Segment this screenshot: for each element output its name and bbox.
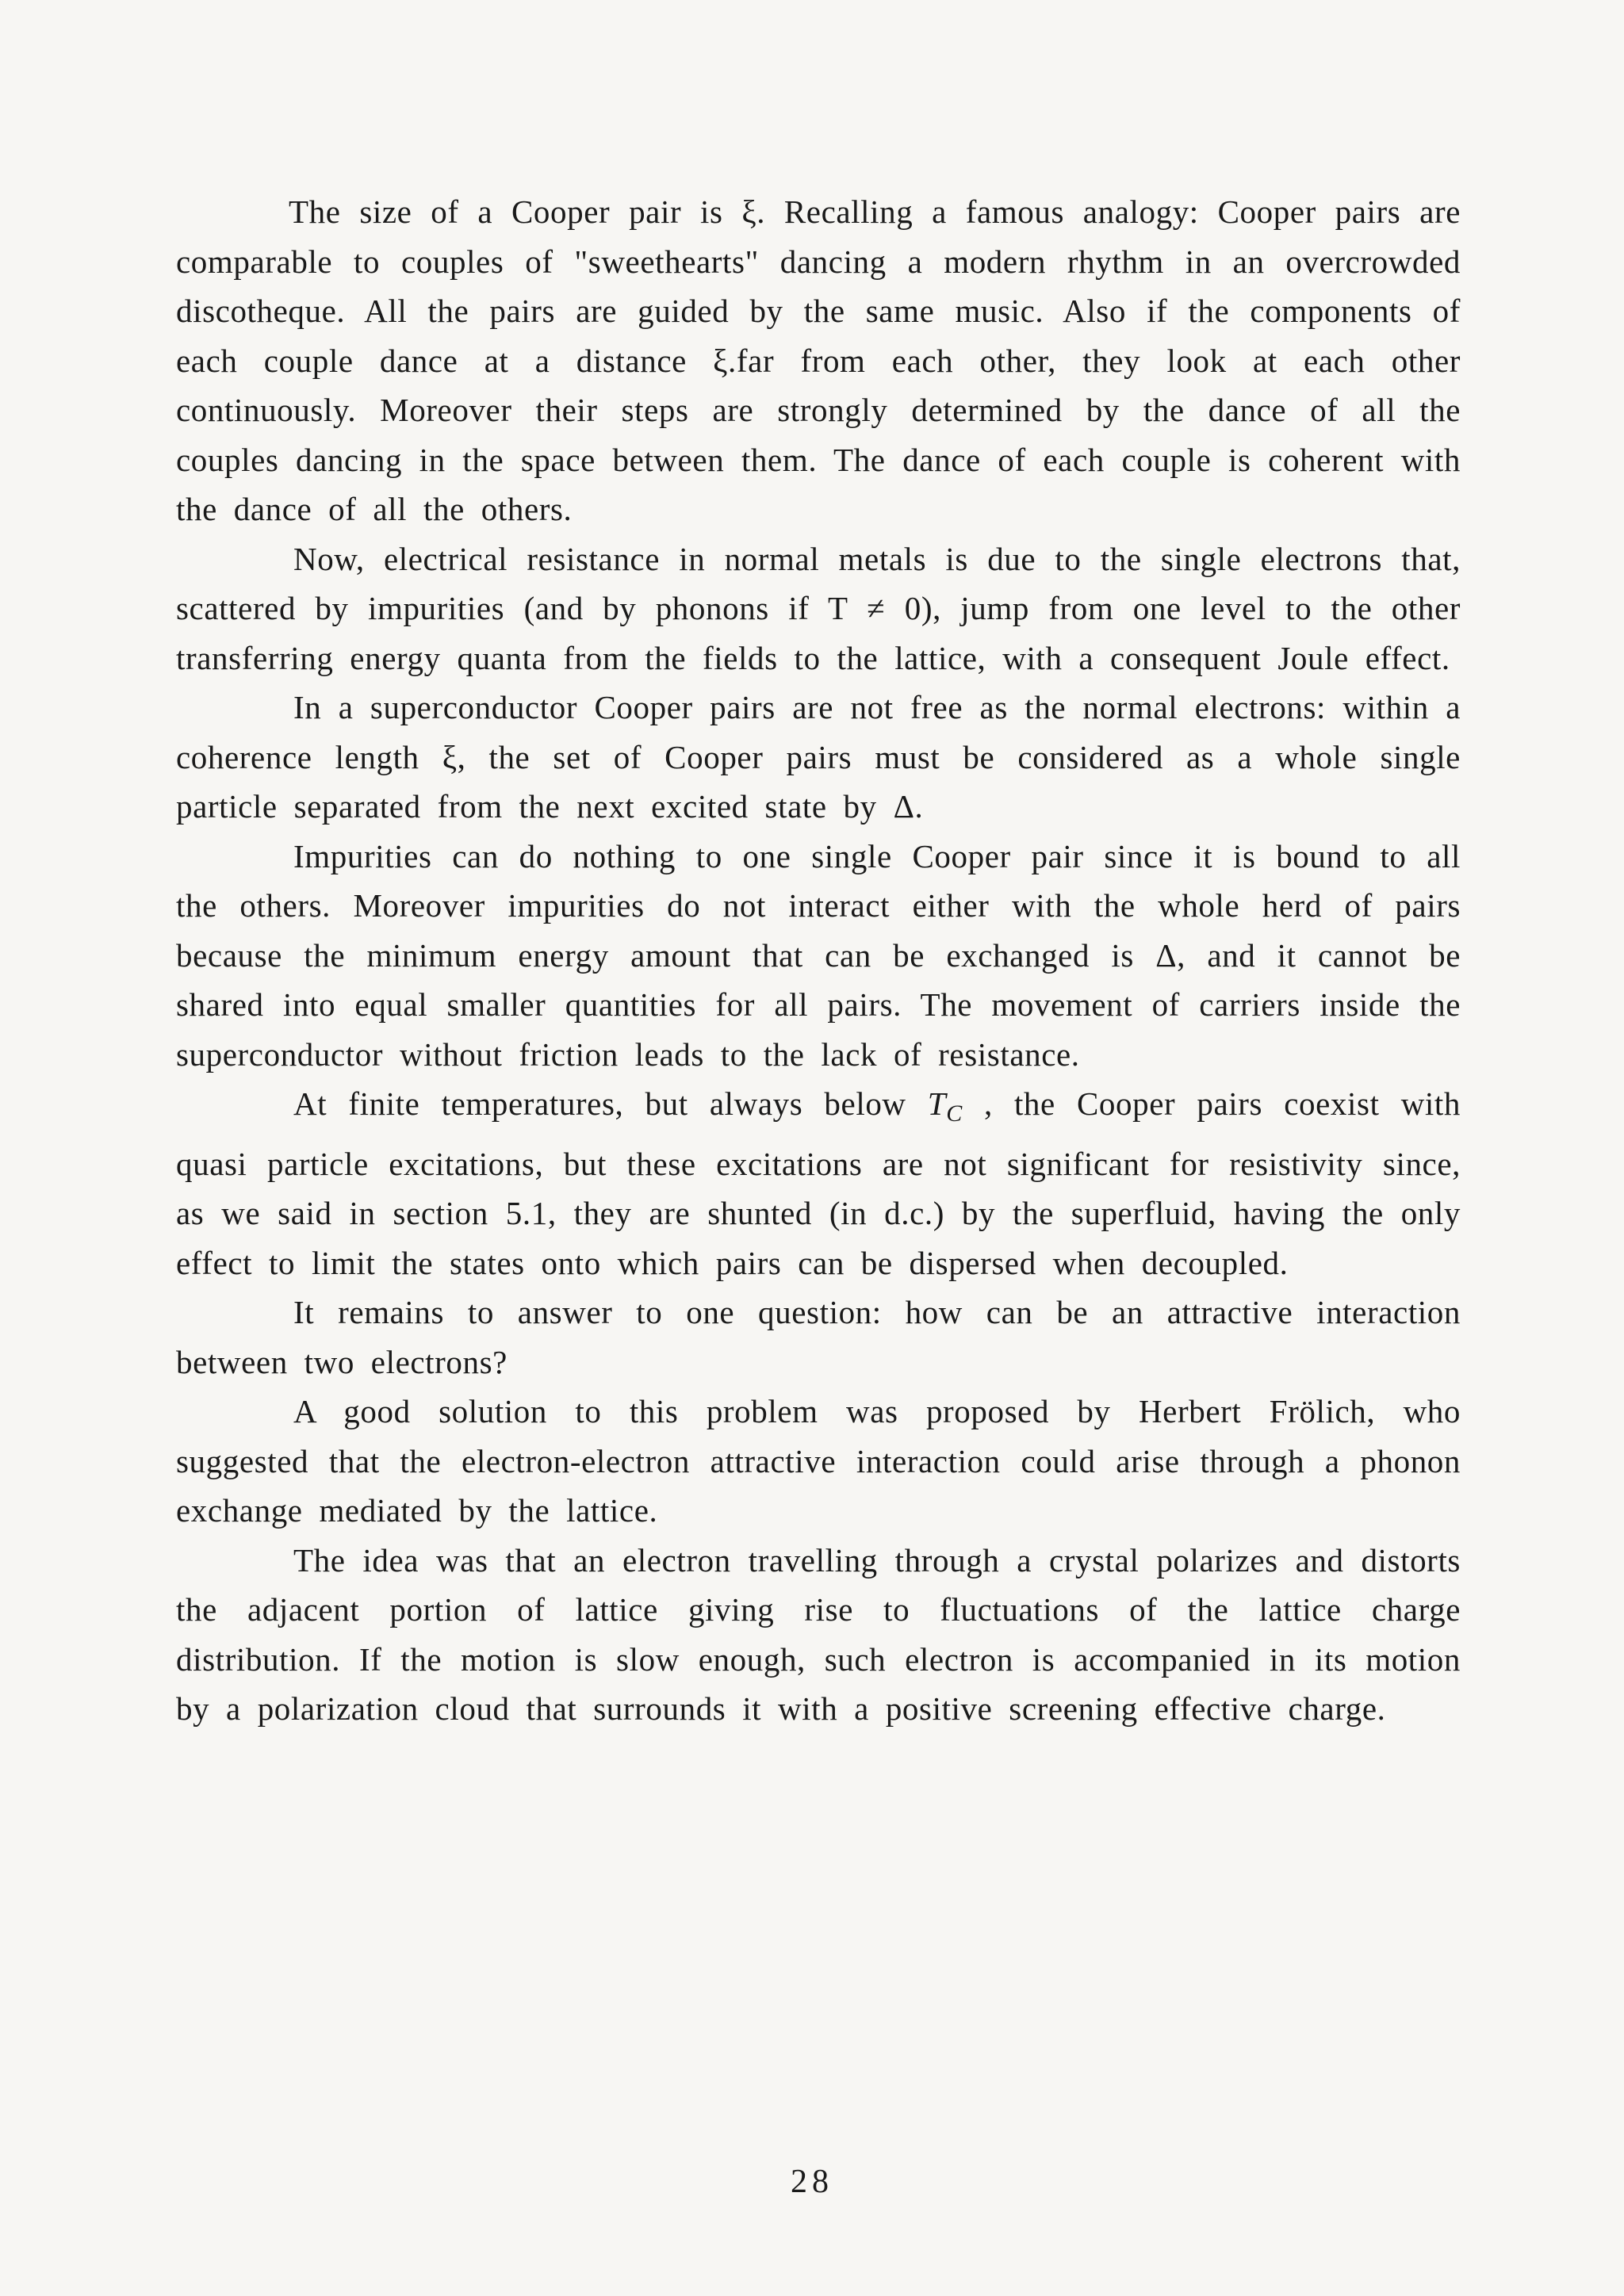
paragraph-superconductor-pairs: In a superconductor Cooper pairs are not free as the normal electrons: within a coherence length ξ, the set of Cooper pairs must be considered as a whole single particle separated from the next excited state by Δ. bbox=[176, 689, 1461, 825]
page-number: 28 bbox=[791, 2164, 833, 2200]
paragraph-polarization: The idea was that an electron travelling through a crystal polarizes and distorts the adjacent portion of lattice giving rise to fluctuations of the lattice charge distribution. If the motion is slow enough, such electron is accompanied in its motion by a polarization cloud that surrounds it with a positive screening effective charge. bbox=[176, 1541, 1461, 1727]
body-text bbox=[176, 187, 1461, 1734]
finite-temp-text-before: At finite temperatures, but always below bbox=[293, 1085, 928, 1122]
paragraph-finite-temperatures bbox=[176, 1079, 1461, 1288]
paragraph-question: It remains to answer to one question: how can be an attractive interaction between two electrons? bbox=[176, 1294, 1461, 1380]
finite-temp-text-after: , the Cooper pairs coexist with quasi particle excitations, but these excitations are not significant for resistivity since, as we said in section 5.1, they are shunted (in d.c.) by the superfluid, having the only effect to limit the states onto which pairs can be dispersed when decoupled. bbox=[176, 1085, 1461, 1281]
paragraph-frolich: A good solution to this problem was proposed by Herbert Frölich, who suggested that the electron-electron attractive interaction could arise through a phonon exchange mediated by the lattice. bbox=[176, 1393, 1461, 1529]
paragraph-impurities: Impurities can do nothing to one single Cooper pair since it is bound to all the others. Moreover impurities do not interact either with the whole herd of pairs because the minimum energy amount that can be exchanged is Δ, and it cannot be shared into equal smaller quantities for all pairs. The movement of carriers inside the superconductor without friction leads to the lack of resistance. bbox=[176, 837, 1461, 1073]
paragraph-electrical-resistance: Now, electrical resistance in normal metals is due to the single electrons that, scattered by impurities (and by phonons if T ≠ 0), jump from one level to the other transferring energy quanta from the fields to the lattice, with a consequent Joule effect. bbox=[176, 540, 1461, 676]
paragraph-cooper-pair-size: The size of a Cooper pair is ξ. Recalling a famous analogy: Cooper pairs are comparable to couples of "sweethearts" dancing a modern rhythm in an overcrowded discotheque. All the pairs are guided by the same music. Also if the components of each couple dance at a distance ξ.far from each other, they look at each other continuously. Moreover their steps are strongly determined by the dance of all the couples dancing in the space between them. The dance of each couple is coherent with the dance of all the others. bbox=[176, 193, 1461, 527]
critical-temperature-subscript: C bbox=[946, 1100, 963, 1127]
critical-temperature-symbol: T bbox=[927, 1085, 947, 1122]
